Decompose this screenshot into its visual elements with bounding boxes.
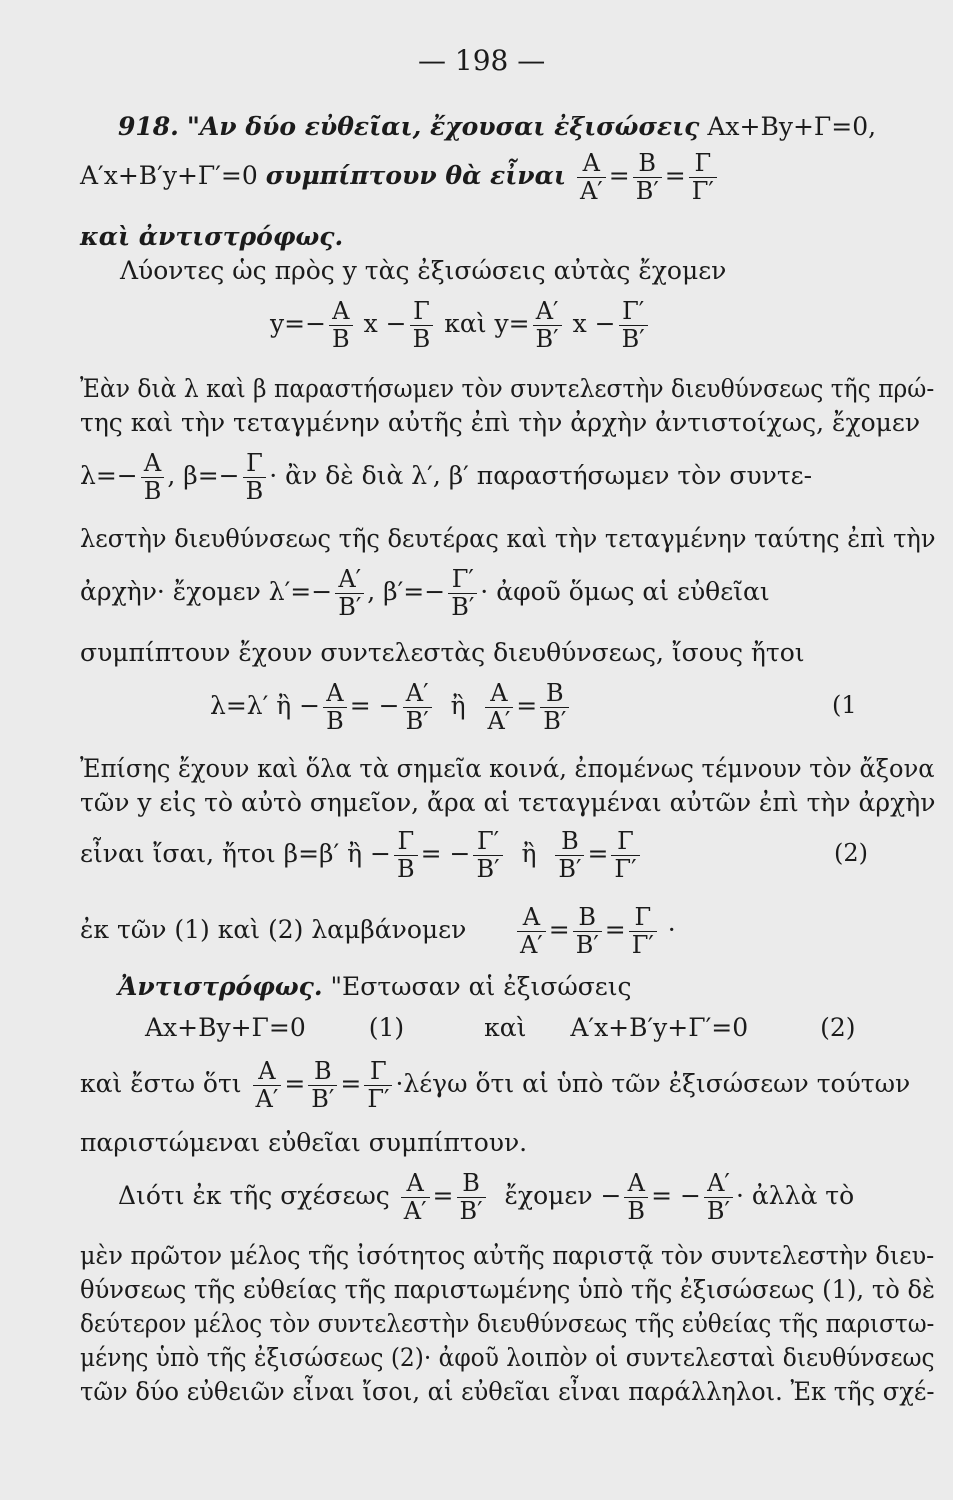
fraction: $\frac{\Gamma}{\Gamma'}$: [364, 1058, 392, 1113]
fraction: $\frac{A}{A'}$: [517, 904, 546, 959]
fraction: $\frac{A}{B}$: [141, 450, 165, 505]
paragraph-line: Λύοντες ὡς πρὸς y τὰς ἐξισώσεις αὐτὰς ἔχομεν: [120, 256, 727, 285]
fraction: $\frac{A'}{B'}$: [533, 298, 562, 353]
fraction: $\frac{\Gamma}{B}$: [394, 828, 418, 883]
theorem-number: 918.: [118, 112, 179, 141]
fraction: $\frac{A}{A'}$: [401, 1170, 430, 1225]
fraction: $\frac{\Gamma}{\Gamma'}$: [689, 150, 717, 205]
proof-line: Διότι ἐκ τῆς σχέσεως $\frac{A}{A'}$ = $\frac{B}{B'}$ ἔχομεν − $\frac{A}{B}$ = − $\frac{A'}{B'}$ · ἀλλὰ τὸ: [118, 1169, 855, 1225]
fraction: $\frac{A'}{B'}$: [704, 1170, 733, 1225]
equation-1: Αx+Βy+Γ=0,: [707, 112, 877, 141]
paragraph-line: δεύτερον μέλος τὸν συντελεστὴν διευθύνσεως τῆς εὐθείας τῆς παριστω-: [80, 1309, 935, 1338]
equation-pair-line: Αx+Βy+Γ=0 (1) καὶ Α′x+Β′y+Γ′=0 (2): [145, 1013, 856, 1042]
equation-line-1: λ=λ′ ἢ − $\frac{A}{B}$ = − $\frac{A'}{B'}$ ἢ $\frac{A}{A'}$ = $\frac{B}{B'}$: [210, 680, 572, 735]
equation-line-result: ἐκ τῶν (1) καὶ (2) λαμβάνομεν $\frac{A}{A'}$ = $\frac{B}{B'}$ = $\frac{\Gamma}{\Gamma'}$ ·: [80, 903, 676, 959]
fraction: $\frac{B}{B'}$: [457, 1170, 486, 1225]
paragraph-line: της καὶ τὴν τεταγμένην αὐτῆς ἐπὶ τὴν ἀρχὴν ἀντιστοίχως, ἔχομεν: [80, 408, 921, 437]
fraction: $\frac{B}{B'}$: [573, 904, 602, 959]
theorem-title: "Αν δύο εὐθεῖαι, ἔχουσαι ἐξισώσεις: [186, 112, 700, 141]
fraction: $\frac{A}{B}$: [329, 298, 353, 353]
equation-line-y: y=− $\frac{A}{B}$ x − $\frac{\Gamma}{B}$ καὶ y= $\frac{A'}{B'}$ x − $\frac{\Gamma'}{B'}$: [270, 298, 651, 353]
paragraph-line: τῶν y εἰς τὸ αὐτὸ σημεῖον, ἄρα αἱ τεταγμέναι αὐτῶν ἐπὶ τὴν ἀρχὴν: [80, 788, 936, 817]
fraction: $\frac{\Gamma}{\Gamma'}$: [629, 904, 657, 959]
hypothesis-line: καὶ ἔστω ὅτι $\frac{A}{A'}$ = $\frac{B}{B'}$ = $\frac{\Gamma}{\Gamma'}$ ·λέγω ὅτι αἱ ὑπὸ τῶν ἐξισώσεων τούτων: [80, 1057, 911, 1113]
paragraph-line: παριστώμεναι εὐθεῖαι συμπίπτουν.: [80, 1128, 528, 1157]
paragraph-line: τῶν δύο εὐθειῶν εἶναι ἴσοι, αἱ εὐθεῖαι εἶναι παράλληλοι. Ἐκ τῆς σχέ-: [80, 1377, 935, 1406]
fraction: $\frac{B}{B'}$: [633, 150, 662, 205]
paragraph-line: Ἐὰν διὰ λ καὶ β παραστήσωμεν τὸν συντελεστὴν διευθύνσεως τῆς πρώ-: [80, 374, 935, 403]
fraction: $\frac{\Gamma}{B}$: [243, 450, 267, 505]
fraction: $\frac{\Gamma'}{B'}$: [473, 828, 502, 883]
fraction: $\frac{\Gamma}{B}$: [410, 298, 434, 353]
page-number: — 198 —: [418, 44, 546, 77]
theorem-line-2: Α′x+Β′y+Γ′=0 συμπίπτουν θὰ εἶναι $\frac{A}{A'}$ = $\frac{B}{B'}$ = $\frac{\Gamma}{\Gamma'}$: [80, 150, 720, 205]
fraction: $\frac{B}{B'}$: [540, 680, 569, 735]
fraction: $\frac{\Gamma'}{B'}$: [448, 566, 477, 621]
paragraph-line: μένης ὑπὸ τῆς ἐξισώσεως (2)· ἀφοῦ λοιπὸν οἱ συντελεσταὶ διευθύνσεως: [80, 1343, 935, 1372]
paragraph-line: μὲν πρῶτον μέλος τῆς ἰσότητος αὐτῆς παριστᾷ τὸν συντελεστὴν διευ-: [80, 1241, 935, 1270]
equation-line-2: εἶναι ἴσαι, ἤτοι β=β′ ἢ − $\frac{\Gamma}{B}$ = − $\frac{\Gamma'}{B'}$ ἢ $\frac{B}{B'}$ = $\frac{\Gamma}{\Gamma'}$: [80, 828, 643, 883]
fraction: $\frac{\Gamma'}{B'}$: [619, 298, 648, 353]
fraction: $\frac{A}{A'}$: [577, 150, 606, 205]
equation-line-lambda-prime: ἀρχὴν· ἔχομεν λ′=− $\frac{A'}{B'}$ , β′=− $\frac{\Gamma'}{B'}$ · ἀφοῦ ὅμως αἱ εὐθεῖαι: [80, 565, 770, 621]
equation-tag-2: (2): [834, 839, 868, 867]
theorem-converse-label: καὶ ἀντιστρόφως.: [80, 222, 344, 251]
fraction: $\frac{B}{B'}$: [555, 828, 584, 883]
paragraph-line: Ἐπίσης ἔχουν καὶ ὅλα τὰ σημεῖα κοινά, ἐπομένως τέμνουν τὸν ἄξονα: [80, 754, 935, 783]
fraction: $\frac{A'}{B'}$: [403, 680, 432, 735]
fraction: $\frac{A}{A'}$: [253, 1058, 282, 1113]
converse-heading-line: Ἀντιστρόφως. "Εστωσαν αἱ ἐξισώσεις: [118, 972, 632, 1001]
equation-tag-1: (1: [832, 691, 857, 719]
paragraph-line: συμπίπτουν ἔχουν συντελεστὰς διευθύνσεως, ἴσους ἤτοι: [80, 638, 805, 667]
equation-2: Α′x+Β′y+Γ′=0: [80, 161, 258, 190]
converse-title: Ἀντιστρόφως.: [118, 972, 323, 1001]
fraction: $\frac{A'}{B'}$: [335, 566, 364, 621]
paragraph-line: θύνσεως τῆς εὐθείας τῆς παριστωμένης ὑπὸ τῆς ἐξισώσεως (1), τὸ δὲ: [80, 1275, 936, 1304]
fraction: $\frac{A}{A'}$: [485, 680, 514, 735]
fraction: $\frac{A}{B}$: [624, 1170, 648, 1225]
fraction: $\frac{B}{B'}$: [308, 1058, 337, 1113]
fraction: $\frac{A}{B}$: [323, 680, 347, 735]
theorem-text: συμπίπτουν θὰ εἶναι: [265, 161, 566, 190]
fraction: $\frac{\Gamma}{\Gamma'}$: [611, 828, 639, 883]
paragraph-line: λεστὴν διευθύνσεως τῆς δευτέρας καὶ τὴν τεταγμένην ταύτης ἐπὶ τὴν: [80, 524, 936, 553]
equation-line-lambda: λ=− $\frac{A}{B}$ , β=− $\frac{\Gamma}{B}$ · ἂν δὲ διὰ λ′, β′ παραστήσωμεν τὸν συντε-: [80, 449, 813, 505]
theorem-heading-line: [118, 112, 876, 142]
